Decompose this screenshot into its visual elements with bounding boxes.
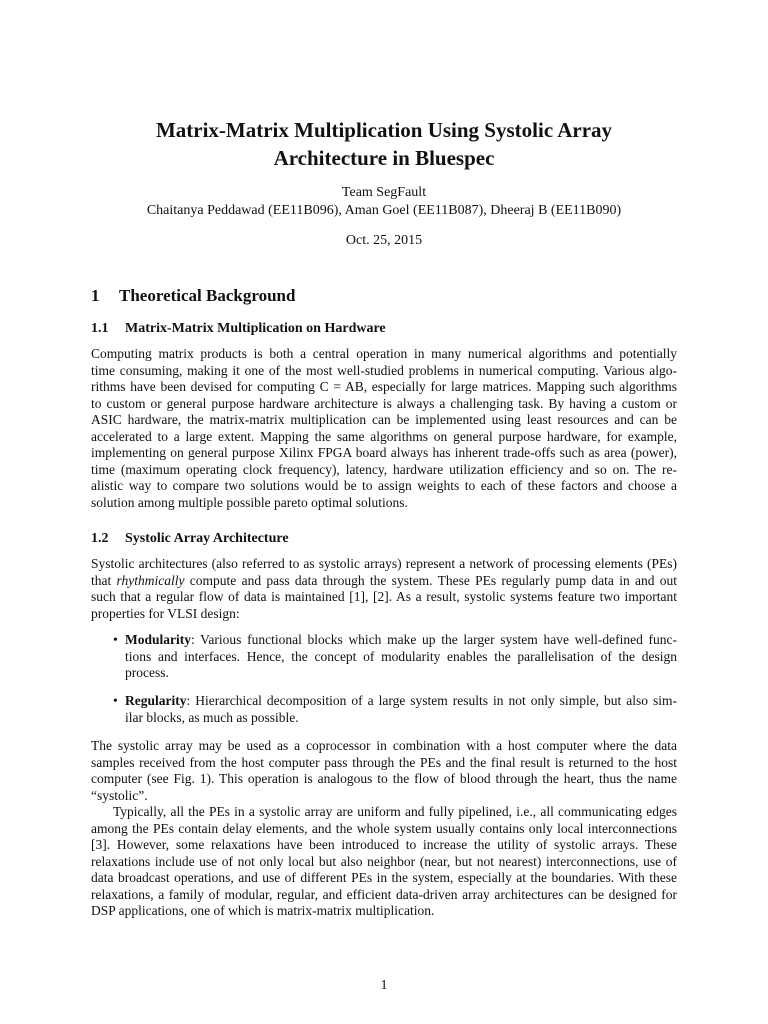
text-line: tions and interfaces. Hence, the concept of modularity enables the parallelisation of the design xyxy=(125,648,677,664)
text-line: solution among multiple possible pareto optimal solutions. xyxy=(91,494,408,510)
subsection-title: Matrix-Matrix Multiplication on Hardware xyxy=(125,321,386,336)
paper-title xyxy=(91,116,677,172)
subsection-title: Systolic Array Architecture xyxy=(125,531,289,546)
text-line: ilar blocks, as much as possible. xyxy=(125,709,299,725)
section-number: 1 xyxy=(91,286,100,305)
text-line: process. xyxy=(125,665,169,680)
bullet-regularity xyxy=(113,693,677,726)
text-line: Systolic architectures (also referred to as systolic arrays) represent a network of processing elements (PEs) xyxy=(91,556,677,571)
text-line: computer (see Fig. 1). This operation is analogous to the flow of blood through the heart, thus the name xyxy=(91,771,677,786)
text-line: properties for VLSI design: xyxy=(91,605,240,621)
team-name: Team SegFault xyxy=(341,185,427,200)
subsection-heading xyxy=(91,320,386,338)
text-line: to custom or general purpose hardware architecture is always a challenging task. By having a custom or xyxy=(91,395,677,411)
paragraph-coprocessor xyxy=(91,738,677,804)
text-line: time (maximum operating clock frequency), latency, hardware utilization efficiency and so on. The re- xyxy=(91,461,677,477)
text-line: [3]. However, some relaxations have been introduced to increase the utility of systolic arrays. These xyxy=(91,837,677,852)
paragraph-systolic-intro xyxy=(91,556,677,622)
bullet-modularity xyxy=(113,632,677,682)
text-line: data broadcast operations, and use of different PEs in the system, especially at the boundaries. With these xyxy=(91,870,677,885)
text-line: among the PEs contain delay elements, and the whole system usually contains only local interconnections xyxy=(91,820,677,836)
text-line: The systolic array may be used as a coprocessor in combination with a host computer where the data xyxy=(91,738,677,753)
subsection-number: 1.1 xyxy=(91,321,109,336)
text-line: ASIC hardware, the matrix-matrix multiplication can be implemented using least resources and can be xyxy=(91,412,677,427)
bullet-term: Modularity xyxy=(125,632,191,647)
emphasis-rhythmically: rhythmically xyxy=(116,572,185,588)
bullet-term: Regularity xyxy=(125,693,187,708)
section-heading xyxy=(91,285,295,307)
subsection-heading xyxy=(91,530,289,548)
text-line: rithms have been devised for computing C = AB, especially for large matrices. Mapping such algorithms xyxy=(91,379,677,394)
text-line: such that a regular flow of data is maintained [1], [2]. As a result, systolic systems feature two important xyxy=(91,589,677,604)
text-line: samples received from the host computer pass through the PEs and the final result is returned to the host xyxy=(91,754,677,770)
text-span: compute and pass data through the system. These PEs regularly pump data in and out xyxy=(184,572,677,588)
text-line: DSP applications, one of which is matrix-matrix multiplication. xyxy=(91,903,435,918)
title-line: Matrix-Matrix Multiplication Using Systolic Array xyxy=(155,118,613,142)
text-line: Typically, all the PEs in a systolic array are uniform and fully pipelined, i.e., all communicating edges xyxy=(113,804,677,819)
paragraph-typical-pes xyxy=(91,804,677,920)
text-line: relaxations, a family of modular, regular, and efficient data-driven array architectures can be designed for xyxy=(91,886,677,902)
subsection-number: 1.2 xyxy=(91,531,109,546)
text-line xyxy=(125,632,677,649)
text-line: relaxations include use of not only local but also neighbor (near, but not nearest) interconnections, use of xyxy=(91,853,677,869)
text-line xyxy=(125,693,677,710)
text-line: accelerated to a large extent. Mapping the same algorithms on general purpose hardware, for example, xyxy=(91,428,677,444)
text-line: Computing matrix products is both a central operation in many numerical algorithms and potentially xyxy=(91,346,677,361)
text-line: alistic way to compare two solutions would be to assign weights to each of these factors and choose a xyxy=(91,478,677,493)
section-title: Theoretical Background xyxy=(119,286,296,305)
text-line: implementing on general purpose Xilinx FPGA board always has inherent trade-offs such as area (power), xyxy=(91,445,677,460)
bullet-dot-icon: • xyxy=(113,632,118,647)
text-line: “systolic”. xyxy=(91,787,148,803)
paragraph-hardware xyxy=(91,346,677,511)
text-line xyxy=(91,573,677,590)
bullet-dot-icon: • xyxy=(113,693,118,708)
page-number: 1 xyxy=(380,978,388,993)
author-list: Chaitanya Peddawad (EE11B096), Aman Goel (EE11B087), Dheeraj B (EE11B090) xyxy=(146,203,622,218)
text-span: : Various functional blocks which make up the larger system have well-defined func- xyxy=(191,632,677,647)
text-span: : Hierarchical decomposition of a large system results in not only simple, but also sim- xyxy=(186,693,677,708)
paper-date: Oct. 25, 2015 xyxy=(345,233,423,248)
text-line: time consuming, making it one of the most well-studied problems in numerical computing. Various algo- xyxy=(91,362,677,378)
text-span: that xyxy=(91,572,117,588)
title-line: Architecture in Bluespec xyxy=(273,146,495,170)
